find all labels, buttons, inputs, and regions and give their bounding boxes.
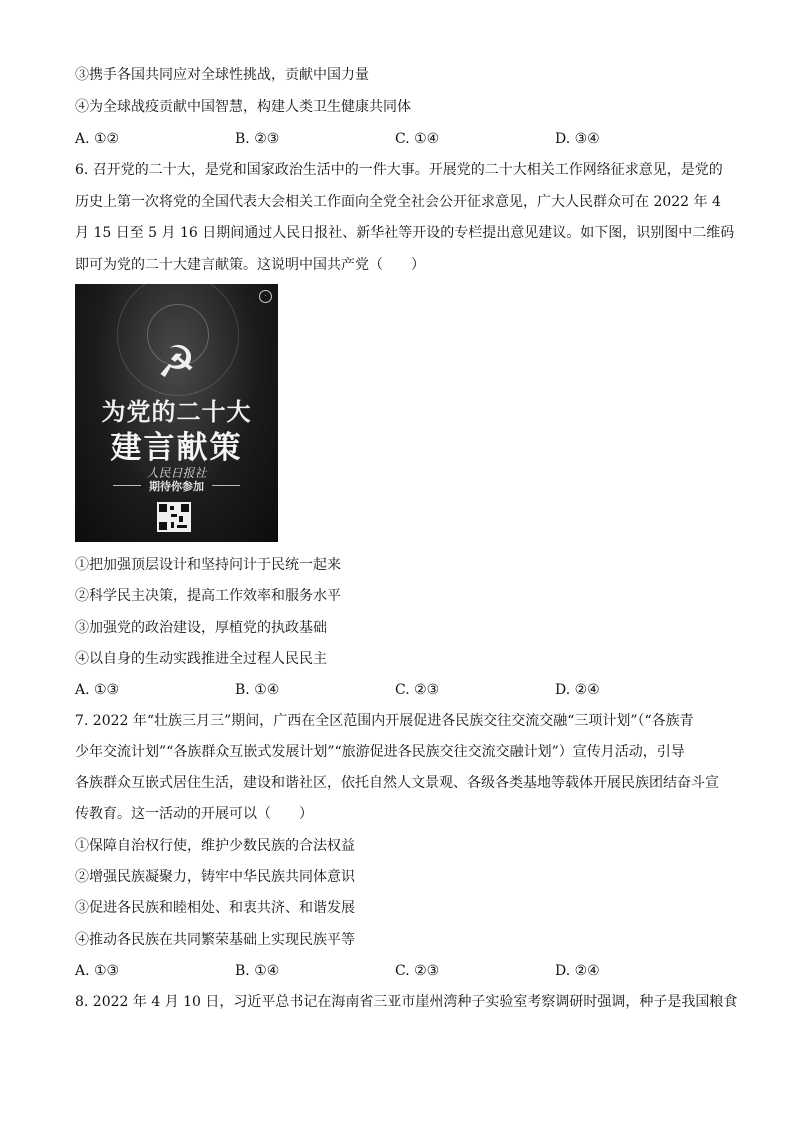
q5-option-a[interactable]: A. ①② [75, 131, 120, 147]
q6-statement-4: ④以自身的生动实践推进全过程人民民主 [75, 651, 327, 667]
q6-poster-image [75, 284, 278, 542]
q6-statement-2: ②科学民主决策，提高工作效率和服务水平 [75, 588, 341, 604]
q7-stem-line-3: 各族群众互嵌式居住生活，建设和谐社区，依托自然人文景观、各级各类基地等载体开展民族团结奋斗宣 [75, 775, 719, 791]
poster-badge-icon: · [259, 290, 272, 303]
poster-title-line-2: 建言献策 [110, 430, 243, 466]
q7-stem-line-4: 传教育。这一活动的开展可以（ ） [75, 806, 313, 822]
poster-brand-logo: 人民日报社 [146, 466, 207, 480]
q6-stem-line-4: 即可为党的二十大建言献策。这说明中国共产党（ ） [75, 257, 425, 273]
q5-option-b[interactable]: B. ②③ [235, 131, 280, 147]
q6-option-c[interactable]: C. ②③ [395, 682, 440, 698]
q7-statement-4: ④推动各民族在共同繁荣基础上实现民族平等 [75, 932, 355, 948]
q7-statement-2: ②增强民族凝聚力，铸牢中华民族共同体意识 [75, 869, 355, 885]
q5-option-c[interactable]: C. ①④ [395, 131, 440, 147]
poster-title-line-1: 为党的二十大 [101, 398, 252, 426]
qr-code-icon[interactable] [157, 502, 191, 532]
q6-statement-3: ③加强党的政治建设，厚植党的执政基础 [75, 620, 327, 636]
q7-option-b[interactable]: B. ①④ [235, 963, 280, 979]
q6-stem-line-3: 月 15 日至 5 月 16 日期间通过人民日报社、新华社等开设的专栏提出意见建议。如下图，识别图中二维码 [75, 225, 735, 241]
q5-statement-3: ③携手各国共同应对全球性挑战，贡献中国力量 [75, 67, 369, 83]
q6-stem-line-1: 6. 召开党的二十大，是党和国家政治生活中的一件大事。开展党的二十大相关工作网络征求意见，是党的 [75, 162, 723, 178]
q7-stem-line-2: 少年交流计划”“各族群众互嵌式发展计划”“旅游促进各民族交往交流交融计划”）宣传月活动，引导 [75, 744, 685, 760]
q7-statement-3: ③促进各民族和睦相处、和衷共济、和谐发展 [75, 900, 355, 916]
q7-statement-1: ①保障自治权行使，维护少数民族的合法权益 [75, 838, 355, 854]
q5-statement-4: ④为全球战疫贡献中国智慧，构建人类卫生健康共同体 [75, 99, 411, 115]
q5-option-d[interactable]: D. ③④ [555, 131, 600, 147]
q6-option-b[interactable]: B. ①④ [235, 682, 280, 698]
hammer-sickle-icon: ☭ [156, 337, 197, 388]
q6-stem-line-2: 历史上第一次将党的全国代表大会相关工作面向全党全社会公开征求意见，广大人民群众可在 2022 年 4 [75, 194, 721, 210]
q8-stem-line-1: 8. 2022 年 4 月 10 日，习近平总书记在海南省三亚市崖州湾种子实验室考察调研时强调，种子是我国粮食 [75, 994, 738, 1010]
poster-invite-text: 期待你参加 [149, 480, 204, 493]
q6-statement-1: ①把加强顶层设计和坚持问计于民统一起来 [75, 557, 341, 573]
q6-option-a[interactable]: A. ①③ [75, 682, 120, 698]
q7-option-a[interactable]: A. ①③ [75, 963, 120, 979]
q7-option-c[interactable]: C. ②③ [395, 963, 440, 979]
q7-stem-line-1: 7. 2022 年“壮族三月三”期间，广西在全区范围内开展促进各民族交往交流交融“三项计划”（“各族青 [75, 713, 694, 729]
q6-option-d[interactable]: D. ②④ [555, 682, 600, 698]
q7-option-d[interactable]: D. ②④ [555, 963, 600, 979]
